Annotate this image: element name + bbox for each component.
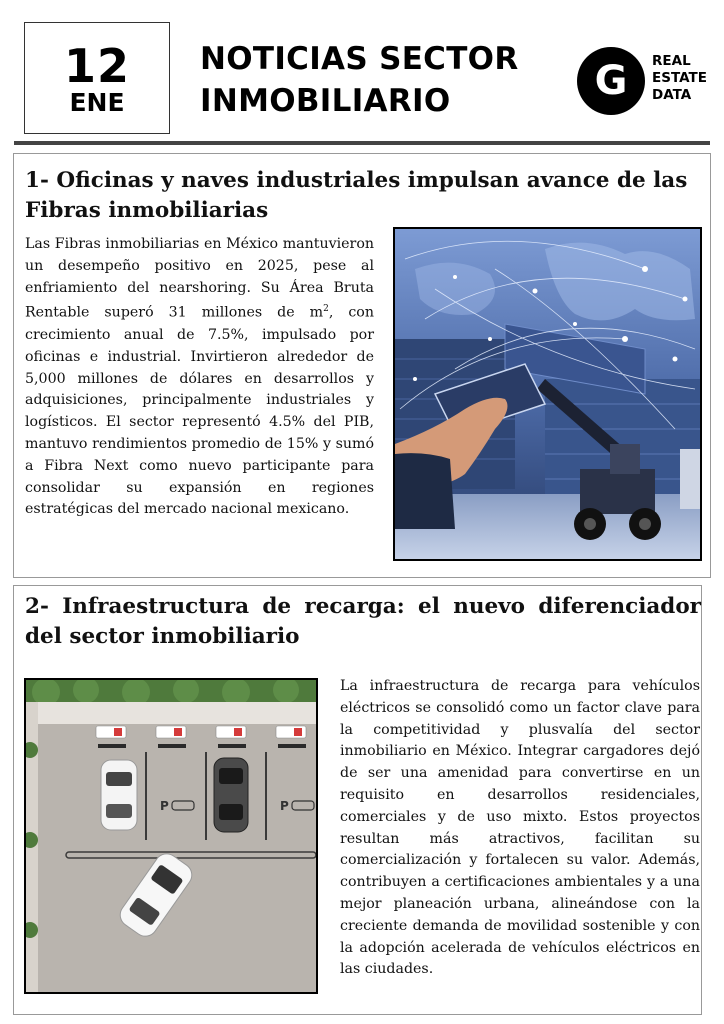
- page-title-line-2: INMOBILIARIO: [200, 83, 451, 119]
- article-2: [13, 585, 702, 1015]
- article-1-body: [25, 234, 374, 521]
- article-2-body: La infraestructura de recarga para vehículos eléctricos se consolidó como un factor clave para la competitividad y plusvalía del sector inmobiliario en México. Integrar cargadores dejó de ser una amenidad para convertirse en un requisito en desarrollos residenciales, comerciales y de uso mixto. Estos proyectos resultan más atractivos, facilitan su comercialización y fortalecen su valor. Además, contribuyen a certificaciones ambientales y a una mejor planeación urbana, alineándose con la creciente demanda de movilidad sostenible y con la adopción acelerada de vehículos eléctricos en las ciudades.: [340, 678, 700, 978]
- logo-line-1: REAL: [652, 53, 691, 69]
- white-car-1: [101, 760, 137, 830]
- page-title: [200, 38, 560, 122]
- logo-line-3: DATA: [652, 87, 692, 103]
- ev-parking-marking-2: P: [280, 799, 289, 813]
- ev-parking-illustration: [26, 680, 316, 992]
- header-divider: [14, 141, 710, 145]
- logo-icon: [577, 47, 645, 115]
- article-1-body-superscript: 2: [323, 304, 329, 315]
- dark-car: [214, 758, 248, 832]
- article-1: [13, 153, 711, 578]
- ev-parking-marking-1: P: [160, 799, 169, 813]
- article-2-title: 2- Infraestructura de recarga: el nuevo diferenciador del sector inmobiliario: [25, 594, 701, 649]
- container-port-illustration: [395, 229, 700, 559]
- article-1-body-part-2: , con crecimiento anual de 7.5%, impulsado por oficinas e industrial. Invirtieron alrededor de 5,000 millones de dólares en desarrollos y adquisiciones, principalmente industriales y logísticos. El sector representó 4.5% del PIB, mantuvo rendimientos promedio de 15% y sumó a Fibra Next como nuevo participante para consolidar su expansión en regiones estratégicas del mercado nacional mexicano.: [25, 305, 374, 518]
- logo-line-2: ESTATE: [652, 70, 707, 86]
- article-1-body-part-1: Las Fibras inmobiliarias en México mantuvieron un desempeño positivo en 2025, pese al enfriamiento del nearshoring. Su Área Bruta Rentable superó 31 millones de m: [25, 236, 374, 322]
- logo-text: [652, 53, 712, 104]
- date-month: ENE: [69, 88, 125, 117]
- article-1-title: 1- Oficinas y naves industriales impulsan avance de las Fibras inmobiliarias: [25, 168, 688, 223]
- date-box: [24, 22, 170, 134]
- logo-letter: G: [594, 58, 628, 104]
- container-port-network-image: [393, 227, 702, 561]
- date-day: 12: [63, 39, 130, 93]
- page-title-line-1: NOTICIAS SECTOR: [200, 41, 519, 77]
- ev-charging-parking-image: [24, 678, 318, 994]
